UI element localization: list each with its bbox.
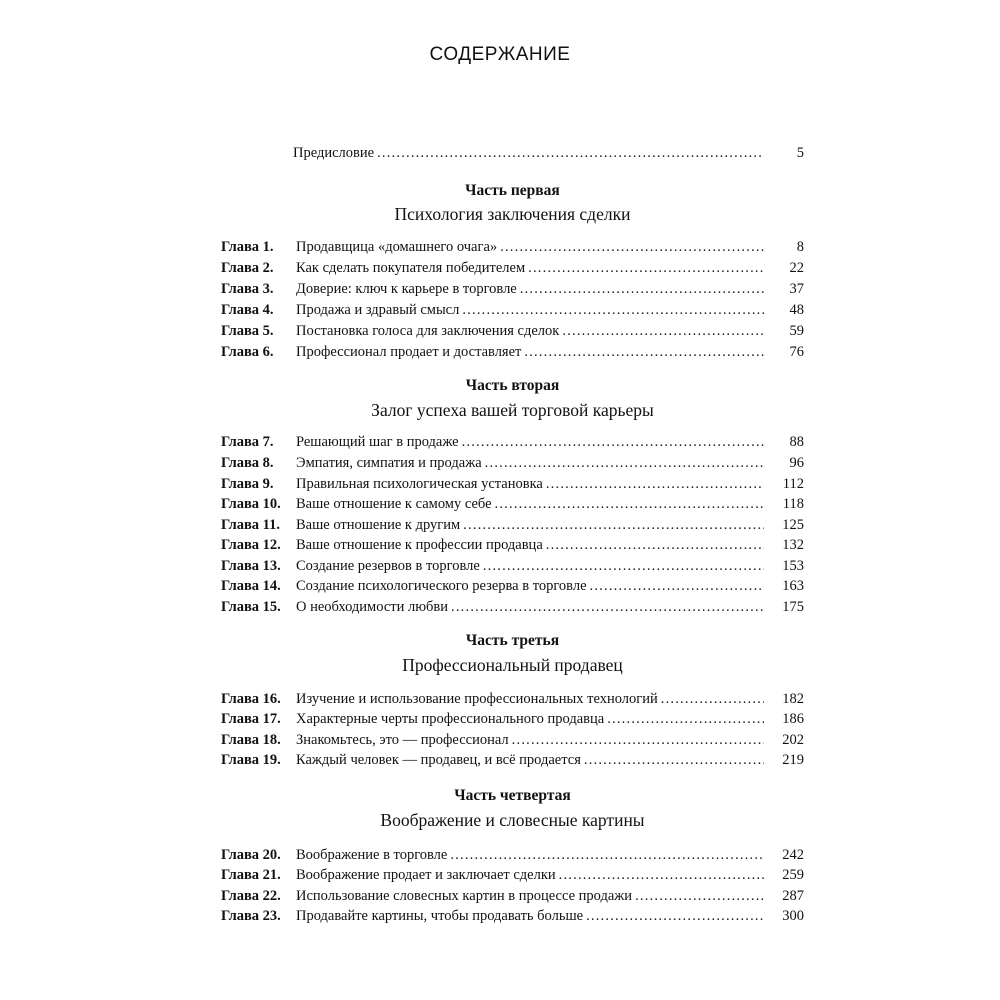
- entry-title: Ваше отношение к профессии продавца: [296, 537, 543, 553]
- entry-page: 153: [782, 558, 804, 574]
- chapter-label: Глава 2.: [221, 260, 274, 276]
- chapter-label: Глава 13.: [221, 558, 281, 574]
- entry-title: Правильная психологическая установка: [296, 476, 543, 492]
- entry-title: Ваше отношение к самому себе: [296, 496, 492, 512]
- entry-page: 219: [782, 752, 804, 768]
- dot-leader: [586, 906, 764, 926]
- entry-title: Профессионал продает и доставляет: [296, 344, 522, 360]
- entry-title: Изучение и использование профессиональных технологий: [296, 691, 658, 707]
- chapter-label: Глава 6.: [221, 344, 274, 360]
- entry-title: Характерные черты профессионального продавца: [296, 711, 605, 727]
- entry-title: О необходимости любви: [296, 599, 449, 615]
- dot-leader: [559, 865, 764, 885]
- entry-page: 202: [782, 732, 804, 748]
- entry-page: 48: [789, 302, 804, 318]
- entry-title: Создание психологического резерва в торговле: [296, 578, 587, 594]
- entry-title: Продажа и здравый смысл: [296, 302, 460, 318]
- entry-title: Создание резервов в торговле: [296, 558, 480, 574]
- toc-entry[interactable]: [221, 845, 804, 865]
- chapter-label: Глава 10.: [221, 496, 281, 512]
- chapter-label: Глава 14.: [221, 578, 281, 594]
- entry-page: 287: [782, 888, 804, 904]
- chapter-label: Глава 1.: [221, 239, 274, 255]
- entry-page: 59: [789, 323, 804, 339]
- entry-page: 96: [789, 455, 804, 471]
- chapter-label: Глава 12.: [221, 537, 281, 553]
- part-title: Залог успеха вашей торговой карьеры: [371, 400, 654, 420]
- part-label: Часть третья: [465, 632, 560, 649]
- chapter-label: Глава 23.: [221, 908, 281, 924]
- entry-title: Постановка голоса для заключения сделок: [296, 323, 560, 339]
- chapter-label: Глава 16.: [221, 691, 281, 707]
- entry-title: Продавайте картины, чтобы продавать больше: [296, 908, 584, 924]
- entry-title: Эмпатия, симпатия и продажа: [296, 455, 482, 471]
- chapter-label: Глава 9.: [221, 476, 274, 492]
- page-title: СОДЕРЖАНИЕ: [429, 44, 571, 65]
- entry-page: 5: [796, 145, 804, 161]
- chapter-label: Глава 22.: [221, 888, 281, 904]
- chapter-label: Глава 4.: [221, 302, 274, 318]
- entry-title: Как сделать покупателя победителем: [296, 260, 526, 276]
- toc-entry[interactable]: [221, 906, 804, 926]
- entry-title: Использование словесных картин в процессе продажи: [296, 888, 633, 904]
- part-title: Профессиональный продавец: [402, 655, 623, 675]
- chapter-label: Глава 20.: [221, 847, 281, 863]
- chapter-label: Глава 3.: [221, 281, 274, 297]
- entry-page: 259: [782, 867, 804, 883]
- part-label: Часть четвертая: [454, 787, 571, 804]
- entry-page: 163: [782, 578, 804, 594]
- dot-leader: [450, 845, 764, 865]
- entry-page: 132: [782, 537, 804, 553]
- entry-page: 22: [789, 260, 804, 276]
- entry-title: Знакомьтесь, это — профессионал: [296, 732, 509, 748]
- entry-title: Решающий шаг в продаже: [296, 434, 459, 450]
- entry-page: 175: [782, 599, 804, 615]
- chapter-label: Глава 17.: [221, 711, 281, 727]
- entry-page: 300: [782, 908, 804, 924]
- entry-page: 242: [782, 847, 804, 863]
- chapter-label: Глава 21.: [221, 867, 281, 883]
- part-title: Воображение и словесные картины: [380, 810, 645, 830]
- entry-title: Воображение продает и заключает сделки: [296, 867, 556, 883]
- entry-page: 112: [782, 476, 804, 492]
- chapter-label: Глава 15.: [221, 599, 281, 615]
- entry-page: 186: [782, 711, 804, 727]
- toc-entry[interactable]: [221, 886, 804, 906]
- entry-page: 88: [789, 434, 804, 450]
- entry-title: Каждый человек — продавец, и всё продается: [296, 752, 581, 768]
- dot-leader: [635, 886, 764, 906]
- chapter-label: Глава 11.: [221, 517, 281, 533]
- entry-title: Предисловие: [293, 145, 375, 161]
- entry-title: Ваше отношение к другим: [296, 517, 461, 533]
- entry-page: 37: [789, 281, 804, 297]
- entry-title: Воображение в торговле: [296, 847, 448, 863]
- entry-title: Доверие: ключ к карьере в торговле: [296, 281, 517, 297]
- entry-page: 8: [796, 239, 804, 255]
- entry-page: 125: [782, 517, 804, 533]
- entry-title: Продавщица «домашнего очага»: [296, 239, 498, 255]
- part-4-chapters: [221, 0, 804, 1000]
- part-label: Часть вторая: [465, 377, 560, 394]
- chapter-label: Глава 19.: [221, 752, 281, 768]
- chapter-label: Глава 8.: [221, 455, 274, 471]
- entry-page: 76: [789, 344, 804, 360]
- toc-entry[interactable]: [221, 865, 804, 885]
- entry-page: 118: [782, 496, 804, 512]
- chapter-label: Глава 18.: [221, 732, 281, 748]
- part-label: Часть первая: [465, 182, 560, 199]
- chapter-label: Глава 7.: [221, 434, 274, 450]
- chapter-label: Глава 5.: [221, 323, 274, 339]
- part-title: Психология заключения сделки: [394, 204, 631, 224]
- entry-page: 182: [782, 691, 804, 707]
